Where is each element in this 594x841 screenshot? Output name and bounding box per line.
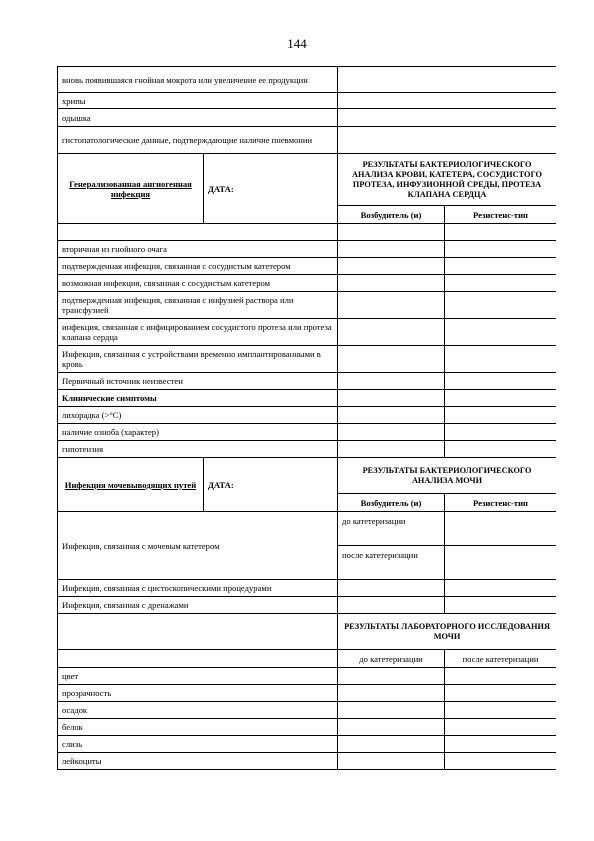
table-row (58, 597, 557, 614)
value-cell[interactable] (338, 719, 445, 736)
column-header: Возбудитель (и) (338, 206, 445, 224)
value-cell[interactable] (445, 753, 556, 770)
value-cell[interactable] (338, 407, 445, 424)
column-header: после катетеризации (445, 650, 556, 668)
value-cell[interactable] (445, 224, 556, 241)
results-title: РЕЗУЛЬТАТЫ ЛАБОРАТОРНОГО ИССЛЕДОВАНИЯ МОЧИ (338, 614, 556, 650)
results-title: РЕЗУЛЬТАТЫ БАКТЕРИОЛОГИЧЕСКОГО АНАЛИЗА КРОВИ, КАТЕТЕРА, СОСУДИСТОГО ПРОТЕЗА, ИНФУЗИОННОЙ СРЕДЫ, ПРОТЕЗА КЛАПАНА СЕРДЦА (338, 154, 556, 206)
row-label: лейкоциты (58, 753, 338, 770)
table-row (58, 292, 557, 319)
section-header (58, 614, 557, 650)
table-row (58, 407, 557, 424)
row-label: цвет (58, 668, 338, 685)
value-cell[interactable] (338, 258, 445, 275)
row-label: осадок (58, 702, 338, 719)
row-label: Инфекция, связанная с устройствами временно имплантированными в кровь (58, 346, 338, 373)
section-header (58, 458, 557, 494)
value-cell[interactable] (445, 390, 556, 407)
blank-cell (58, 614, 338, 650)
value-cell[interactable] (338, 127, 556, 154)
value-cell[interactable] (445, 441, 556, 458)
value-cell[interactable] (445, 292, 556, 319)
row-label: Инфекция, связанная с цистоскопическими процедурами (58, 580, 338, 597)
value-cell[interactable] (445, 719, 556, 736)
table-row (58, 736, 557, 753)
table-row (58, 580, 557, 597)
value-cell[interactable] (338, 241, 445, 258)
column-header: Резистенс-тип (445, 494, 556, 512)
value-cell[interactable] (338, 753, 445, 770)
row-label: прозрачность (58, 685, 338, 702)
value-cell[interactable] (445, 424, 556, 441)
row-label: Инфекция, связанная с мочевым катетером (58, 512, 338, 580)
value-cell[interactable] (338, 424, 445, 441)
value-cell[interactable] (445, 346, 556, 373)
value-cell[interactable] (338, 390, 445, 407)
row-label: хрипы (58, 93, 338, 109)
row-label: наличие озноба (характер) (58, 424, 338, 441)
table-row (58, 258, 557, 275)
blank-cell (58, 224, 338, 241)
table-row (58, 753, 557, 770)
date-label: ДАТА: (204, 458, 338, 512)
value-cell[interactable] (338, 346, 445, 373)
row-label: Инфекция, связанная с дренажами (58, 597, 338, 614)
value-cell[interactable] (445, 668, 556, 685)
form-table-container (57, 66, 556, 777)
table-row (58, 668, 557, 685)
value-cell[interactable] (445, 702, 556, 719)
row-label: лихорадка (>°С) (58, 407, 338, 424)
row-label: Первичный источник неизвестен (58, 373, 338, 390)
section-title: Генерализованная ангиогенная инфекция (58, 154, 204, 224)
value-cell[interactable] (445, 580, 556, 597)
row-label: гистопатологические данные, подтверждающие наличие пневмонии (58, 127, 338, 154)
value-cell[interactable] (445, 275, 556, 292)
row-label: подтвержденная инфекция, связанная с сосудистым катетером (58, 258, 338, 275)
table-row (58, 93, 557, 109)
clinical-title: Клинические симптомы (58, 390, 338, 407)
value-cell[interactable] (338, 109, 556, 127)
row-label: подтвержденная инфекция, связанная с инфузией раствора или трансфузией (58, 292, 338, 319)
results-title: РЕЗУЛЬТАТЫ БАКТЕРИОЛОГИЧЕСКОГО АНАЛИЗА МОЧИ (338, 458, 556, 494)
table-row (58, 702, 557, 719)
column-header: до катетеризации (338, 650, 445, 668)
after-catheter-label: после катетеризации (338, 546, 445, 580)
row-label: возможная инфекция, связанная с сосудистым катетером (58, 275, 338, 292)
value-cell[interactable] (338, 319, 445, 346)
value-cell[interactable] (338, 668, 445, 685)
table-row (58, 127, 557, 154)
column-header: Возбудитель (и) (338, 494, 445, 512)
value-cell[interactable] (338, 597, 445, 614)
form-table (57, 66, 556, 770)
page-number: 144 (287, 36, 307, 51)
table-row (58, 719, 557, 736)
value-cell[interactable] (445, 546, 556, 580)
column-header-row (58, 650, 557, 668)
table-row (58, 275, 557, 292)
value-cell[interactable] (338, 702, 445, 719)
value-cell[interactable] (445, 373, 556, 390)
table-row (58, 67, 557, 93)
table-row (58, 685, 557, 702)
value-cell[interactable] (338, 93, 556, 109)
row-label: вновь появившаяся гнойная мокрота или увеличение ее продукции (58, 67, 338, 93)
row-label: белок (58, 719, 338, 736)
table-row (58, 319, 557, 346)
row-label: вторичная из гнойного очага (58, 241, 338, 258)
value-cell[interactable] (445, 736, 556, 753)
date-label: ДАТА: (204, 154, 338, 224)
value-cell[interactable] (338, 685, 445, 702)
column-header: Резистенс-тип (445, 206, 556, 224)
row-label: гипотензия (58, 441, 338, 458)
value-cell[interactable] (338, 580, 445, 597)
section-title: Инфекция мочевыводящих путей (58, 458, 204, 512)
value-cell[interactable] (445, 685, 556, 702)
table-row (58, 346, 557, 373)
row-label: инфекция, связанная с инфицированием сосудистого протеза или протеза клапана сердца (58, 319, 338, 346)
blank-cell (58, 650, 338, 668)
row-label: одышка (58, 109, 338, 127)
value-cell[interactable] (445, 319, 556, 346)
table-row (58, 241, 557, 258)
value-cell[interactable] (338, 67, 556, 93)
value-cell[interactable] (338, 292, 445, 319)
row-label: слизь (58, 736, 338, 753)
value-cell[interactable] (338, 275, 445, 292)
value-cell[interactable] (445, 241, 556, 258)
value-cell[interactable] (338, 224, 445, 241)
value-cell[interactable] (445, 512, 556, 546)
section-header (58, 154, 557, 206)
table-row (58, 441, 557, 458)
value-cell[interactable] (445, 407, 556, 424)
value-cell[interactable] (338, 373, 445, 390)
table-row (58, 390, 557, 407)
value-cell[interactable] (445, 597, 556, 614)
table-row (58, 373, 557, 390)
table-row (58, 512, 557, 546)
spacer-row (58, 224, 557, 241)
value-cell[interactable] (445, 258, 556, 275)
table-row (58, 424, 557, 441)
value-cell[interactable] (338, 441, 445, 458)
before-catheter-label: до катетеризации (338, 512, 445, 546)
table-row (58, 109, 557, 127)
value-cell[interactable] (338, 736, 445, 753)
